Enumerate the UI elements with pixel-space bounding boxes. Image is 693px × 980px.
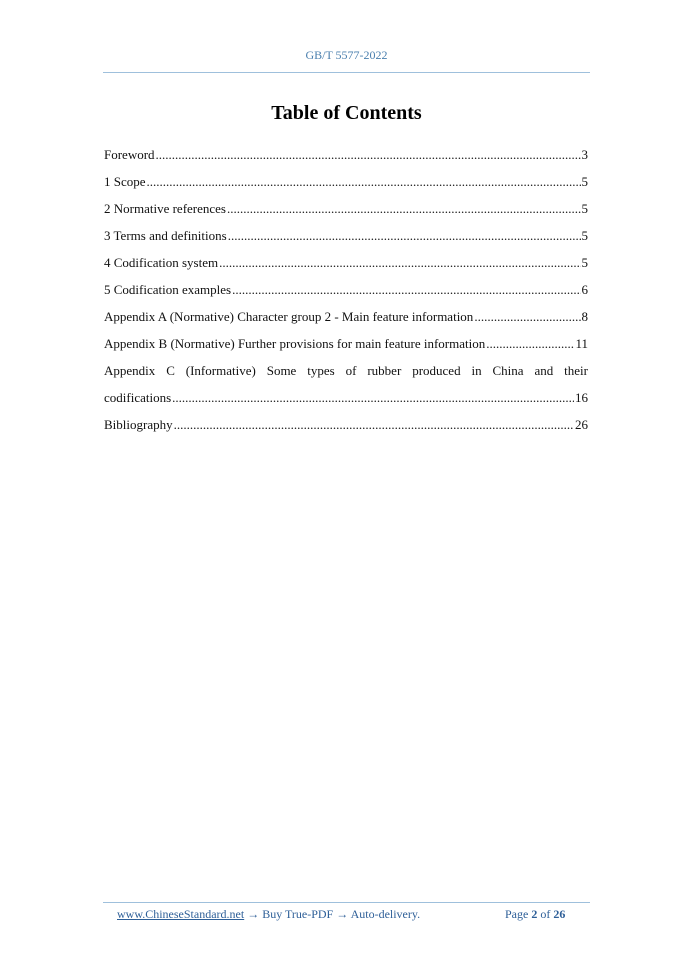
toc-entry-bibliography[interactable] — [104, 416, 588, 443]
page-word: Page — [505, 907, 529, 921]
current-page-number: 2 — [531, 907, 538, 921]
toc-entry-normative-references[interactable] — [104, 200, 588, 227]
toc-entry-terms-definitions[interactable] — [104, 227, 588, 254]
page-of-word: of — [540, 907, 551, 921]
toc-entry-codification-examples[interactable] — [104, 281, 588, 308]
footer-promo — [117, 907, 420, 922]
toc-entry-codification-system[interactable] — [104, 254, 588, 281]
dot-leader — [172, 389, 574, 407]
toc-entry-page: 8 — [581, 309, 588, 324]
toc-entry-page: 5 — [581, 255, 588, 270]
dot-leader — [474, 308, 580, 326]
toc-entry-label: Foreword — [104, 147, 155, 162]
website-link[interactable]: www.ChineseStandard.net — [117, 907, 245, 921]
footer-divider — [103, 902, 590, 903]
dot-leader — [219, 254, 580, 272]
toc-entry-label: Appendix C (Informative) Some types of rubber produced in China and their — [104, 363, 588, 378]
toc-entry-label: Appendix B (Normative) Further provisions for main feature information — [104, 336, 486, 351]
toc-entry-label: 5 Codification examples — [104, 282, 232, 297]
promo-text: → Buy True-PDF → Auto-delivery. — [244, 907, 421, 921]
table-of-contents — [104, 146, 588, 443]
toc-entry-page: 3 — [581, 147, 588, 162]
dot-leader — [227, 200, 581, 218]
toc-entry-scope[interactable] — [104, 173, 588, 200]
dot-leader — [147, 173, 581, 191]
toc-entry-label: 4 Codification system — [104, 255, 219, 270]
toc-entry-appendix-c-line1[interactable] — [104, 362, 588, 389]
toc-entry-label: Bibliography — [104, 417, 173, 432]
toc-entry-page: 16 — [575, 390, 588, 405]
header-divider — [103, 72, 590, 73]
toc-entry-page: 5 — [581, 228, 588, 243]
toc-entry-page: 11 — [575, 336, 588, 351]
toc-entry-appendix-c-line2[interactable] — [104, 389, 588, 416]
document-header: GB/T 5577-2022 — [305, 48, 388, 62]
toc-entry-label: Appendix A (Normative) Character group 2 - Main feature information — [104, 309, 474, 324]
toc-entry-foreword[interactable] — [104, 146, 588, 173]
dot-leader — [156, 146, 581, 164]
toc-entry-page: 5 — [581, 201, 588, 216]
page-counter — [505, 907, 565, 922]
toc-entry-appendix-a[interactable] — [104, 308, 588, 335]
toc-entry-appendix-b[interactable] — [104, 335, 588, 362]
dot-leader — [486, 335, 574, 353]
toc-entry-label-continued: codifications — [104, 390, 172, 405]
toc-entry-page: 5 — [581, 174, 588, 189]
dot-leader — [228, 227, 581, 245]
toc-entry-label: 2 Normative references — [104, 201, 226, 216]
page-title: Table of Contents — [271, 102, 422, 124]
toc-entry-page: 26 — [575, 417, 588, 432]
toc-entry-label: 1 Scope — [104, 174, 146, 189]
total-pages-number: 26 — [553, 907, 566, 921]
dot-leader — [174, 416, 574, 434]
toc-entry-label: 3 Terms and definitions — [104, 228, 227, 243]
toc-entry-page: 6 — [581, 282, 588, 297]
dot-leader — [232, 281, 580, 299]
